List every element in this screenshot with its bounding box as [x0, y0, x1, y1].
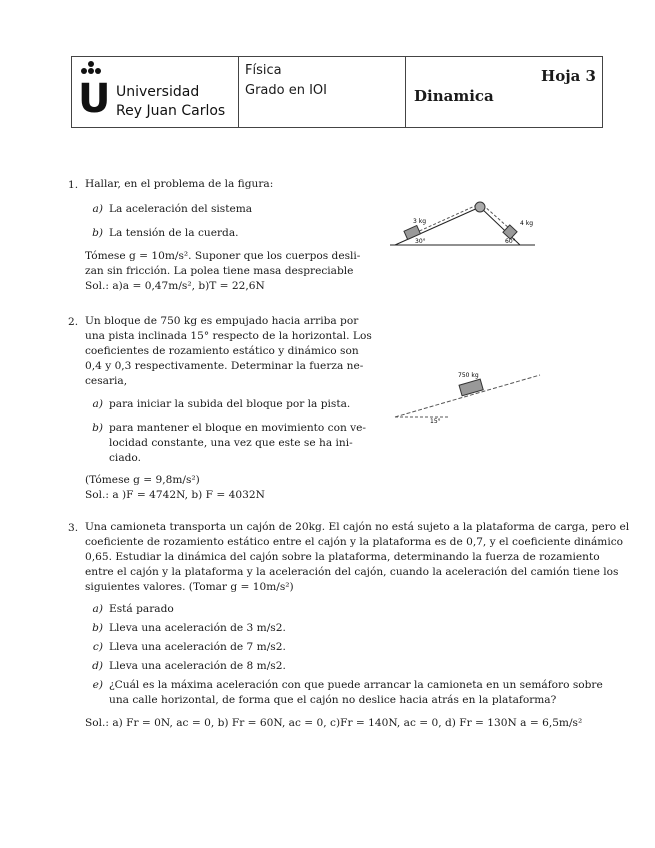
item-text: Lleva una aceleración de 3 m/s2.: [109, 622, 286, 634]
problem-2-intro-2: una pista inclinada 15° respecto de la horizontal. Los: [85, 330, 372, 342]
problem-3-number: 3.: [68, 522, 79, 534]
course-info: [239, 57, 406, 127]
subject: Física: [245, 63, 282, 78]
problem-3-item-e: [85, 678, 603, 694]
problem-2-item-b-line3: ciado.: [109, 452, 141, 464]
item-label: a): [92, 398, 103, 410]
item-label: b): [92, 422, 103, 434]
item-label: a): [92, 203, 103, 215]
problem-2-item-b-line2: locidad constante, una vez que este se ha ini-: [109, 437, 353, 449]
item-label: b): [92, 622, 103, 634]
problem-1-item-b: [85, 226, 239, 242]
fig1-left-angle: 30°: [415, 238, 426, 245]
problem-3-item-b: [85, 621, 286, 637]
problem-3-intro-3: 0,65. Estudiar la dinámica del cajón sobre la plataforma, determinando la fuerza de rozamiento: [85, 551, 600, 563]
fig1-left-mass: 3 kg: [413, 218, 427, 225]
problem-3-intro-5: siguientes valores. (Tomar g = 10m/s²): [85, 581, 294, 593]
item-text: para mantener el bloque en movimiento con ve-: [109, 422, 367, 434]
problem-2-intro-5: cesaria,: [85, 375, 128, 387]
item-label: b): [92, 227, 103, 239]
item-label: e): [92, 679, 103, 691]
university-line1: Universidad: [116, 84, 200, 100]
problem-1-note-2: zan sin fricción. La polea tiene masa despreciable: [85, 265, 354, 277]
fig1-right-angle: 60°: [505, 238, 516, 245]
problem-2-solution: Sol.: a )F = 4742N, b) F = 4032N: [85, 489, 265, 501]
document-header: [71, 56, 603, 128]
item-label: c): [92, 641, 103, 653]
problem-2-intro-4: 0,4 y 0,3 respectivamente. Determinar la fuerza ne-: [85, 360, 364, 372]
problem-3-item-e-line2: una calle horizontal, de forma que el cajón no deslice hacia atrás en la plataforma?: [109, 694, 557, 706]
item-text: La aceleración del sistema: [109, 203, 253, 215]
item-text: Lleva una aceleración de 7 m/s2.: [109, 641, 286, 653]
problem-3-item-a: [85, 602, 174, 618]
fig2-angle: 15°: [430, 418, 441, 425]
problem-3-solution: Sol.: a) Fr = 0N, ac = 0, b) Fr = 60N, ac = 0, c)Fr = 140N, ac = 0, d) Fr = 130N a = 6,5m/s²: [85, 717, 583, 729]
item-text: Lleva una aceleración de 8 m/s2.: [109, 660, 286, 672]
problem-1-solution: Sol.: a)a = 0,47m/s², b)T = 22,6N: [85, 280, 265, 292]
problem-1-intro: Hallar, en el problema de la figura:: [85, 178, 274, 190]
item-text: ¿Cuál es la máxima aceleración con que puede arrancar la camioneta en un semáforo sobre: [109, 679, 603, 691]
problem-3-intro-4: entre el cajón y la plataforma y la aceleración del cajón, cuando la aceleración del camión tiene los: [85, 566, 619, 578]
topic-cell: [406, 57, 602, 127]
item-text: para iniciar la subida del bloque por la pista.: [109, 398, 351, 410]
item-label: d): [92, 660, 103, 672]
university-name: [116, 83, 225, 121]
item-label: a): [92, 603, 103, 615]
problem-2-intro-1: Un bloque de 750 kg es empujado hacia arriba por: [85, 315, 359, 327]
problem-2-number: 2.: [68, 316, 79, 328]
university-line2: Rey Juan Carlos: [116, 103, 226, 119]
sheet-number: Hoja 3: [541, 67, 596, 85]
logo-u-glyph: U: [78, 76, 111, 122]
problem-1-note-1: Tómese g = 10m/s². Suponer que los cuerpos desli-: [85, 250, 361, 262]
problem-3-item-c: [85, 640, 286, 656]
degree: Grado en IOI: [245, 83, 327, 98]
problem-2-item-a: [85, 397, 350, 413]
figure-incline: [390, 365, 550, 425]
fig2-mass: 750 kg: [458, 372, 479, 379]
fig1-right-mass: 4 kg: [520, 220, 534, 227]
problem-1-number: 1.: [68, 179, 79, 191]
problem-2-intro-3: coeficientes de rozamiento estático y dinámico son: [85, 345, 359, 357]
problem-1-item-a: [85, 202, 252, 218]
topic-title: Dinamica: [414, 87, 494, 105]
problem-2-item-b: [85, 421, 366, 437]
problem-3-intro-1: Una camioneta transporta un cajón de 20kg. El cajón no está sujeto a la plataforma de carga, pero el: [85, 521, 630, 533]
figure-double-incline: [385, 195, 545, 255]
item-text: La tensión de la cuerda.: [109, 227, 239, 239]
problem-3-intro-2: coeficiente de rozamiento estático entre el cajón y la plataforma es de 0,7, y el coeficiente dinámico: [85, 536, 624, 548]
university-logo: [72, 57, 239, 127]
problem-2-note: (Tómese g = 9,8m/s²): [85, 474, 200, 486]
problem-3-item-d: [85, 659, 286, 675]
item-text: Está parado: [109, 603, 174, 615]
